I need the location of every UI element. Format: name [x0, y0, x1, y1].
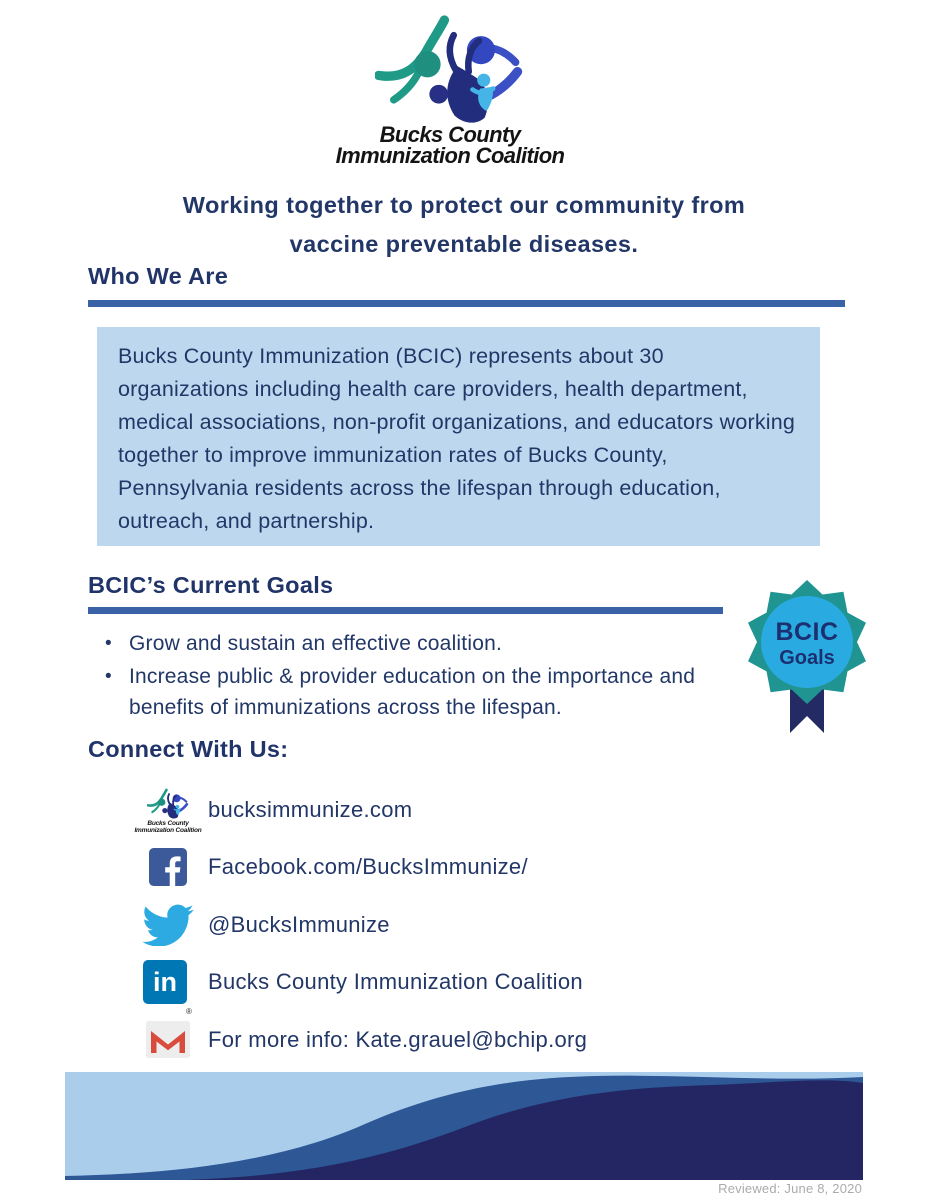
tagline: [0, 186, 928, 264]
who-we-are-rule: [88, 300, 845, 307]
connect-row-email[interactable]: [128, 1011, 848, 1069]
badge-line1: BCIC: [775, 618, 839, 646]
linkedin-icon: [128, 960, 208, 1017]
goals-bullet-1: • Grow and sustain an effective coalition.: [103, 628, 728, 660]
linkedin-in-text: in: [153, 967, 178, 998]
goals-rule: [88, 607, 723, 614]
logo-wordmark-line1: Bucks County: [379, 122, 521, 147]
website-link[interactable]: bucksimmunize.com: [208, 796, 413, 822]
logo-wordmark: [0, 124, 900, 166]
registered-mark: ®: [186, 1007, 192, 1017]
connect-row-twitter[interactable]: [128, 896, 848, 954]
facebook-link[interactable]: Facebook.com/BucksImmunize/: [208, 854, 528, 880]
goals-heading: BCIC’s Current Goals: [88, 572, 334, 598]
twitter-handle[interactable]: @BucksImmunize: [208, 911, 390, 937]
tagline-line1: Working together to protect our community from: [182, 192, 746, 218]
connect-row-linkedin[interactable]: [128, 954, 848, 1017]
logo-wordmark-line2: Immunization Coalition: [335, 143, 565, 168]
wave-footer: [65, 1072, 863, 1180]
goals-bullet-list: [103, 628, 728, 725]
bcic-logo-icon: [128, 786, 208, 834]
mini-logo-line2: Immunization Coalition: [134, 826, 202, 834]
who-we-are-heading: Who We Are: [88, 263, 229, 289]
connect-list: [128, 781, 848, 1069]
reviewed-date: Reviewed: June 8, 2020: [718, 1181, 862, 1196]
who-we-are-box: [97, 327, 820, 546]
linkedin-link[interactable]: Bucks County Immunization Coalition: [208, 969, 583, 995]
who-we-are-body: Bucks County Immunization (BCIC) represents about 30 organizations including health care providers, health department, medical associations, non-profit organizations, and educators working together to improve immunization rates of Bucks County, Pennsylvania residents across the lifespan through education, outreach, and partnership.: [118, 344, 796, 533]
goals-bullet-2: • Increase public & provider education on the importance and benefits of immunizations across the lifespan.: [103, 661, 728, 724]
bcic-people-icon: [375, 6, 525, 128]
bcic-logo: [0, 6, 900, 166]
gmail-icon: [128, 1021, 208, 1058]
connect-row-website[interactable]: [128, 781, 848, 839]
email-link[interactable]: For more info: Kate.grauel@bchip.org: [208, 1026, 588, 1052]
tagline-line2: vaccine preventable diseases.: [289, 231, 639, 257]
twitter-icon: [128, 903, 208, 946]
badge-line2: Goals: [779, 647, 835, 669]
goals-badge-icon: [742, 577, 872, 735]
goals-badge: [742, 577, 872, 735]
facebook-icon: [128, 848, 208, 886]
mini-logo-line1: Bucks County: [147, 819, 189, 827]
connect-row-facebook[interactable]: [128, 839, 848, 897]
connect-heading: Connect With Us:: [88, 736, 289, 762]
